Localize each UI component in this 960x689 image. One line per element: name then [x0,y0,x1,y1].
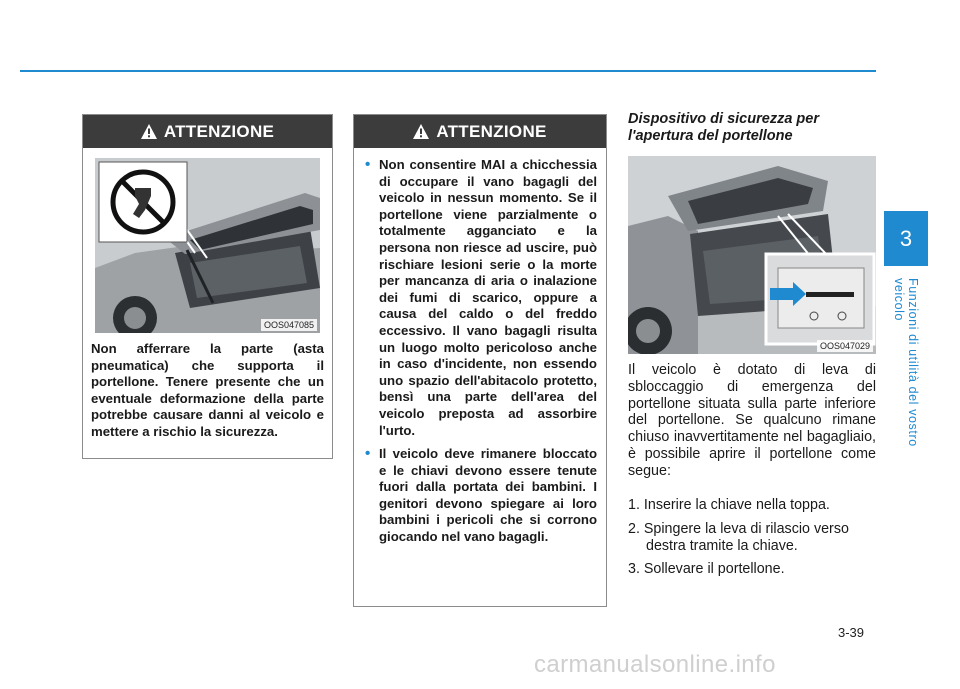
procedure-step: 3. Sollevare il portellone. [628,561,785,578]
bullet-dot-icon: • [365,156,371,173]
watermark: carmanualsonline.info [534,651,776,678]
warning-header [83,115,332,148]
section-title: Dispositivo di sicurezza per l'apertura del portellone [628,111,819,144]
warning-bullet-text: Il veicolo deve rimanere bloccato e le chiavi devono essere tenute fuori dalla portata dei bambini. I genitori devono spiegare ai loro bambini i pericoli che si corrono giocando nel vano bagagli. [379,446,597,545]
procedure-step: 1. Inserire la chiave nella toppa. [628,497,830,513]
chapter-number-tab: 3 [884,211,928,266]
warning-header [354,115,606,148]
warning-text: Non afferrare la parte (asta pneumatica) che supporta il portellone. Tenere presente che un eventuale deformazione della parte potrebbe causare danni al veicolo e mettere a rischio la sicurezza. [91,341,324,439]
car-tailgate-illustration [95,158,320,333]
procedure-step: 2. Spingere la leva di rilascio verso destra tramite la chiave. [628,520,849,554]
warning-heading: ATTENZIONE [436,121,547,141]
warning-bullet-list [364,157,597,553]
warning-bullet-text: Non consentire MAI a chicchessia di occupare il vano bagagli del veicolo in nessun momento. Se il portellone viene parzialmente o totalmente agganciato e la persona non riesce ad uscire, può rischiare lesioni serie o la morte per mancanza di aria o inalazione dei fumi di scarico, oppure a causa del caldo o del freddo eccessivo. Il vano bagagli risulta un luogo molto pericoloso anche in caso d'incidente, non essendo uno spazio dell'abitacolo protetto, bensì una parte dell'area del veicolo preposta ad assorbire l'urto. [379,157,597,438]
page-number: 3-39 [838,625,865,640]
section-paragraph: Il veicolo è dotato di leva di sbloccaggio di emergenza del portellone situata sulla parte inferiore del portellone. Se qualcuno rimane chiuso inavvertitamente nel bagagliaio, è possibile aprire il portellone come segue: [628,362,876,479]
warning-bullet [364,157,597,439]
warning-triangle-icon [413,124,429,139]
tailgate-strut-photo [95,158,320,333]
header-rule [20,70,876,72]
warning-triangle-icon [141,124,157,139]
chapter-title: Funzioni di utilità del vostro veicolo [892,278,920,447]
image-code: OOS047029 [817,340,873,352]
emergency-release-photo [628,156,876,354]
warning-heading: ATTENZIONE [163,121,275,141]
bullet-dot-icon: • [365,445,371,463]
image-code: OOS047085 [261,319,317,331]
tailgate-release-illustration [628,156,876,354]
warning-box-cargo-area [353,114,607,607]
procedure-steps [628,497,876,585]
warning-box-tailgate-strut [82,114,333,459]
warning-bullet [364,446,597,546]
